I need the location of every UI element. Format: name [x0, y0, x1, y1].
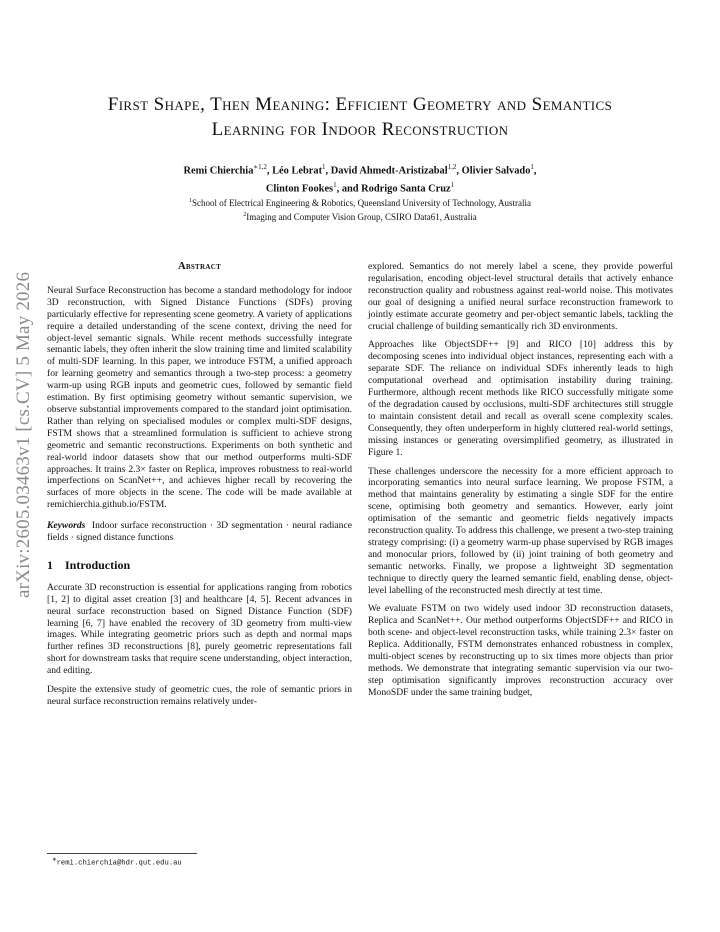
keywords-line — [47, 520, 352, 544]
left-column — [47, 261, 352, 715]
affiliation-list — [80, 195, 640, 223]
abstract-heading: Abstract — [177, 261, 222, 272]
affiliation-1 — [80, 195, 640, 209]
footnote-mark: ∗ — [52, 857, 57, 863]
intro-paragraph-2: Despite the extensive study of geometric cues, the role of semantic priors in neural surface reconstruction remains relatively under- — [47, 684, 352, 707]
section-heading-introduction — [47, 557, 352, 572]
intro-paragraph-1: Accurate 3D reconstruction is essential for applications ranging from robotics [1, 2] to digital asset creation [3] and healthcare [4, 5]. Recent advances in neural surface reconstruction based on Signed Distance Function (SDF) learning [6, 7] have enabled the recovery of 3D geometry from multi-view images. While integrating geometric priors such as depth and normal maps further refines 3D reconstructions [8], purely geometric representations fall short for downstream tasks that require scene understanding, object interaction, and editing. — [47, 581, 352, 677]
author-affiliation-mark: 1 — [530, 163, 534, 171]
affiliation-text: School of Electrical Engineering & Robotics, Queensland University of Technology, Australia — [191, 198, 532, 208]
author-list: Remi Chierchia$^{∗1,2}$, Léo Lebrat$^1$, David Ahmedt-Aristizabal$^{1,2}$, Olivier Salvado$^1$, Clinton Fookes$^1$, and Rodrigo Santa Cruz$^1$ — [183, 163, 537, 195]
author-affiliation-mark: 1 — [333, 181, 337, 190]
body-paragraph-1: explored. Semantics do not merely label a scene, they provide powerful regularisation, encoding object-level structural details that actively enhance reconstruction quality and robustness against real-world noise. This motivates our goal of designing a unified neural surface reconstruction framework to jointly estimate accurate geometry and per-object semantic labels, tackling the crucial challenge of building semantically rich 3D environments. — [368, 261, 673, 332]
paper-title — [40, 92, 680, 142]
author-name: Olivier Salvado — [461, 165, 531, 177]
body-paragraph-4: We evaluate FSTM on two widely used indoor 3D reconstruction datasets, Replica and ScanNet++. Our method outperforms ObjectSDF++ and RICO in both scene- and object-level reconstruction tasks, while training 2.3× faster on Replica. Additionally, FSTM demonstrates enhanced robustness in complex, multi-object scenes by reconstructing up to six times more objects than prior methods. We demonstrate that integrating semantic supervision via our two-step optimisation significantly improves reconstruction accuracy over MonoSDF under the same training budget, — [368, 603, 673, 698]
keywords-text: Indoor surface reconstruction · 3D segmentation · neural radiance fields · signed distance functions — [47, 520, 352, 544]
keywords-label: Keywords — [47, 520, 86, 532]
section-number: 1 — [47, 557, 53, 572]
author-affiliation-mark: 1 — [450, 181, 455, 190]
author-affiliation-mark: ∗1,2 — [253, 163, 267, 171]
title-line-1: First Shape, Then Meaning: Efficient Geometry and Semantics — [107, 94, 613, 115]
abstract-text: Neural Surface Reconstruction has become a standard methodology for indoor 3D reconstruction, with Signed Distance Functions (SDFs) proving particularly effective for representing scene geometry. A variety of applications require a detailed understanding of the scene context, driving the need for object-level semantic signals. While recent methods successfully integrate semantic labels, they often inherit the slow training time and limited scalability of multi-SDF learning. In this paper, we introduce FSTM, a unified approach for learning geometry and semantics through a two-step process: a geometry warm-up using RGB inputs and geometric cues, followed by semantic field estimation. By first optimising geometry without semantic supervision, we observe substantial improvements compared to the standard joint optimisation. Rather than relying on specialised modules or complex multi-SDF designs, FSTM shows that a streamlined formulation is sufficient to achieve strong geometric and semantic reconstructions. Experiments on both synthetic and real-world indoor datasets show that our method outperforms multi-SDF approaches. It trains 2.3× faster on Replica, improves robustness to real-world imperfections on ScanNet++, and achieves higher recall by recovering the surfaces of more objects in the scene. The code will be made available at remichierchia.github.io/FSTM. — [47, 284, 352, 511]
affiliation-mark: 2 — [243, 212, 247, 218]
author-name: Léo Lebrat — [272, 165, 323, 177]
affiliation-2 — [80, 209, 640, 223]
affiliation-text: Imaging and Computer Vision Group, CSIRO Data61, Australia — [246, 212, 477, 222]
affiliation-mark: 1 — [188, 198, 192, 204]
footnote-email[interactable]: remi.chierchia@hdr.qut.edu.au — [56, 859, 182, 868]
author-affiliation-mark: 1 — [322, 163, 326, 171]
body-paragraph-2: Approaches like ObjectSDF++ [9] and RICO [10] address this by decomposing scenes into individual object instances, representing each with a separate SDF. The reliance on individual SDFs inherently leads to high computational overhead and optimisation instability during training. Furthermore, although recent methods like RICO successfully mitigate some of the degradation caused by occlusions, multi-SDF architectures still struggle to maintain consistent detail and recall as overall scene complexity scales. Consequently, they often underperform in highly cluttered real-world settings, missing instances or generating oversimplified geometry, as illustrated in Figure 1. — [368, 339, 673, 458]
right-column — [368, 261, 673, 706]
title-line-2: Learning for Indoor Reconstruction — [211, 119, 509, 140]
author-name: David Ahmedt-Aristizabal — [330, 165, 448, 177]
section-title: Introduction — [65, 557, 131, 572]
author-name: and Rodrigo Santa Cruz — [341, 183, 451, 195]
author-name: Clinton Fookes — [265, 183, 334, 195]
arxiv-identifier: arXiv:2605.03463v1 [cs.CV] 5 May 2026 — [13, 271, 34, 598]
footnote-divider — [47, 853, 197, 854]
author-name: Remi Chierchia — [183, 165, 254, 177]
footnote — [52, 857, 182, 867]
author-affiliation-mark: 1,2 — [447, 163, 457, 171]
body-paragraph-3: These challenges underscore the necessity for a more efficient approach to incorporating semantics into neural surface learning. We propose FSTM, a method that maintains generality by estimating a single SDF for the entire scene, optimising both geometry and semantics. However, early joint optimisation of the semantic and geometric fields negatively impacts reconstruction quality. To address this challenge, we present a two-step training strategy comprising: (i) a geometry warm-up phase supervised by RGB images and monocular priors, followed by (ii) joint training of both geometry and semantic networks. Finally, we propose a lightweight 3D segmentation technique to directly query the learned semantic field, enabling dense, object-level labelling of the reconstructed mesh directly at test time. — [368, 465, 673, 596]
